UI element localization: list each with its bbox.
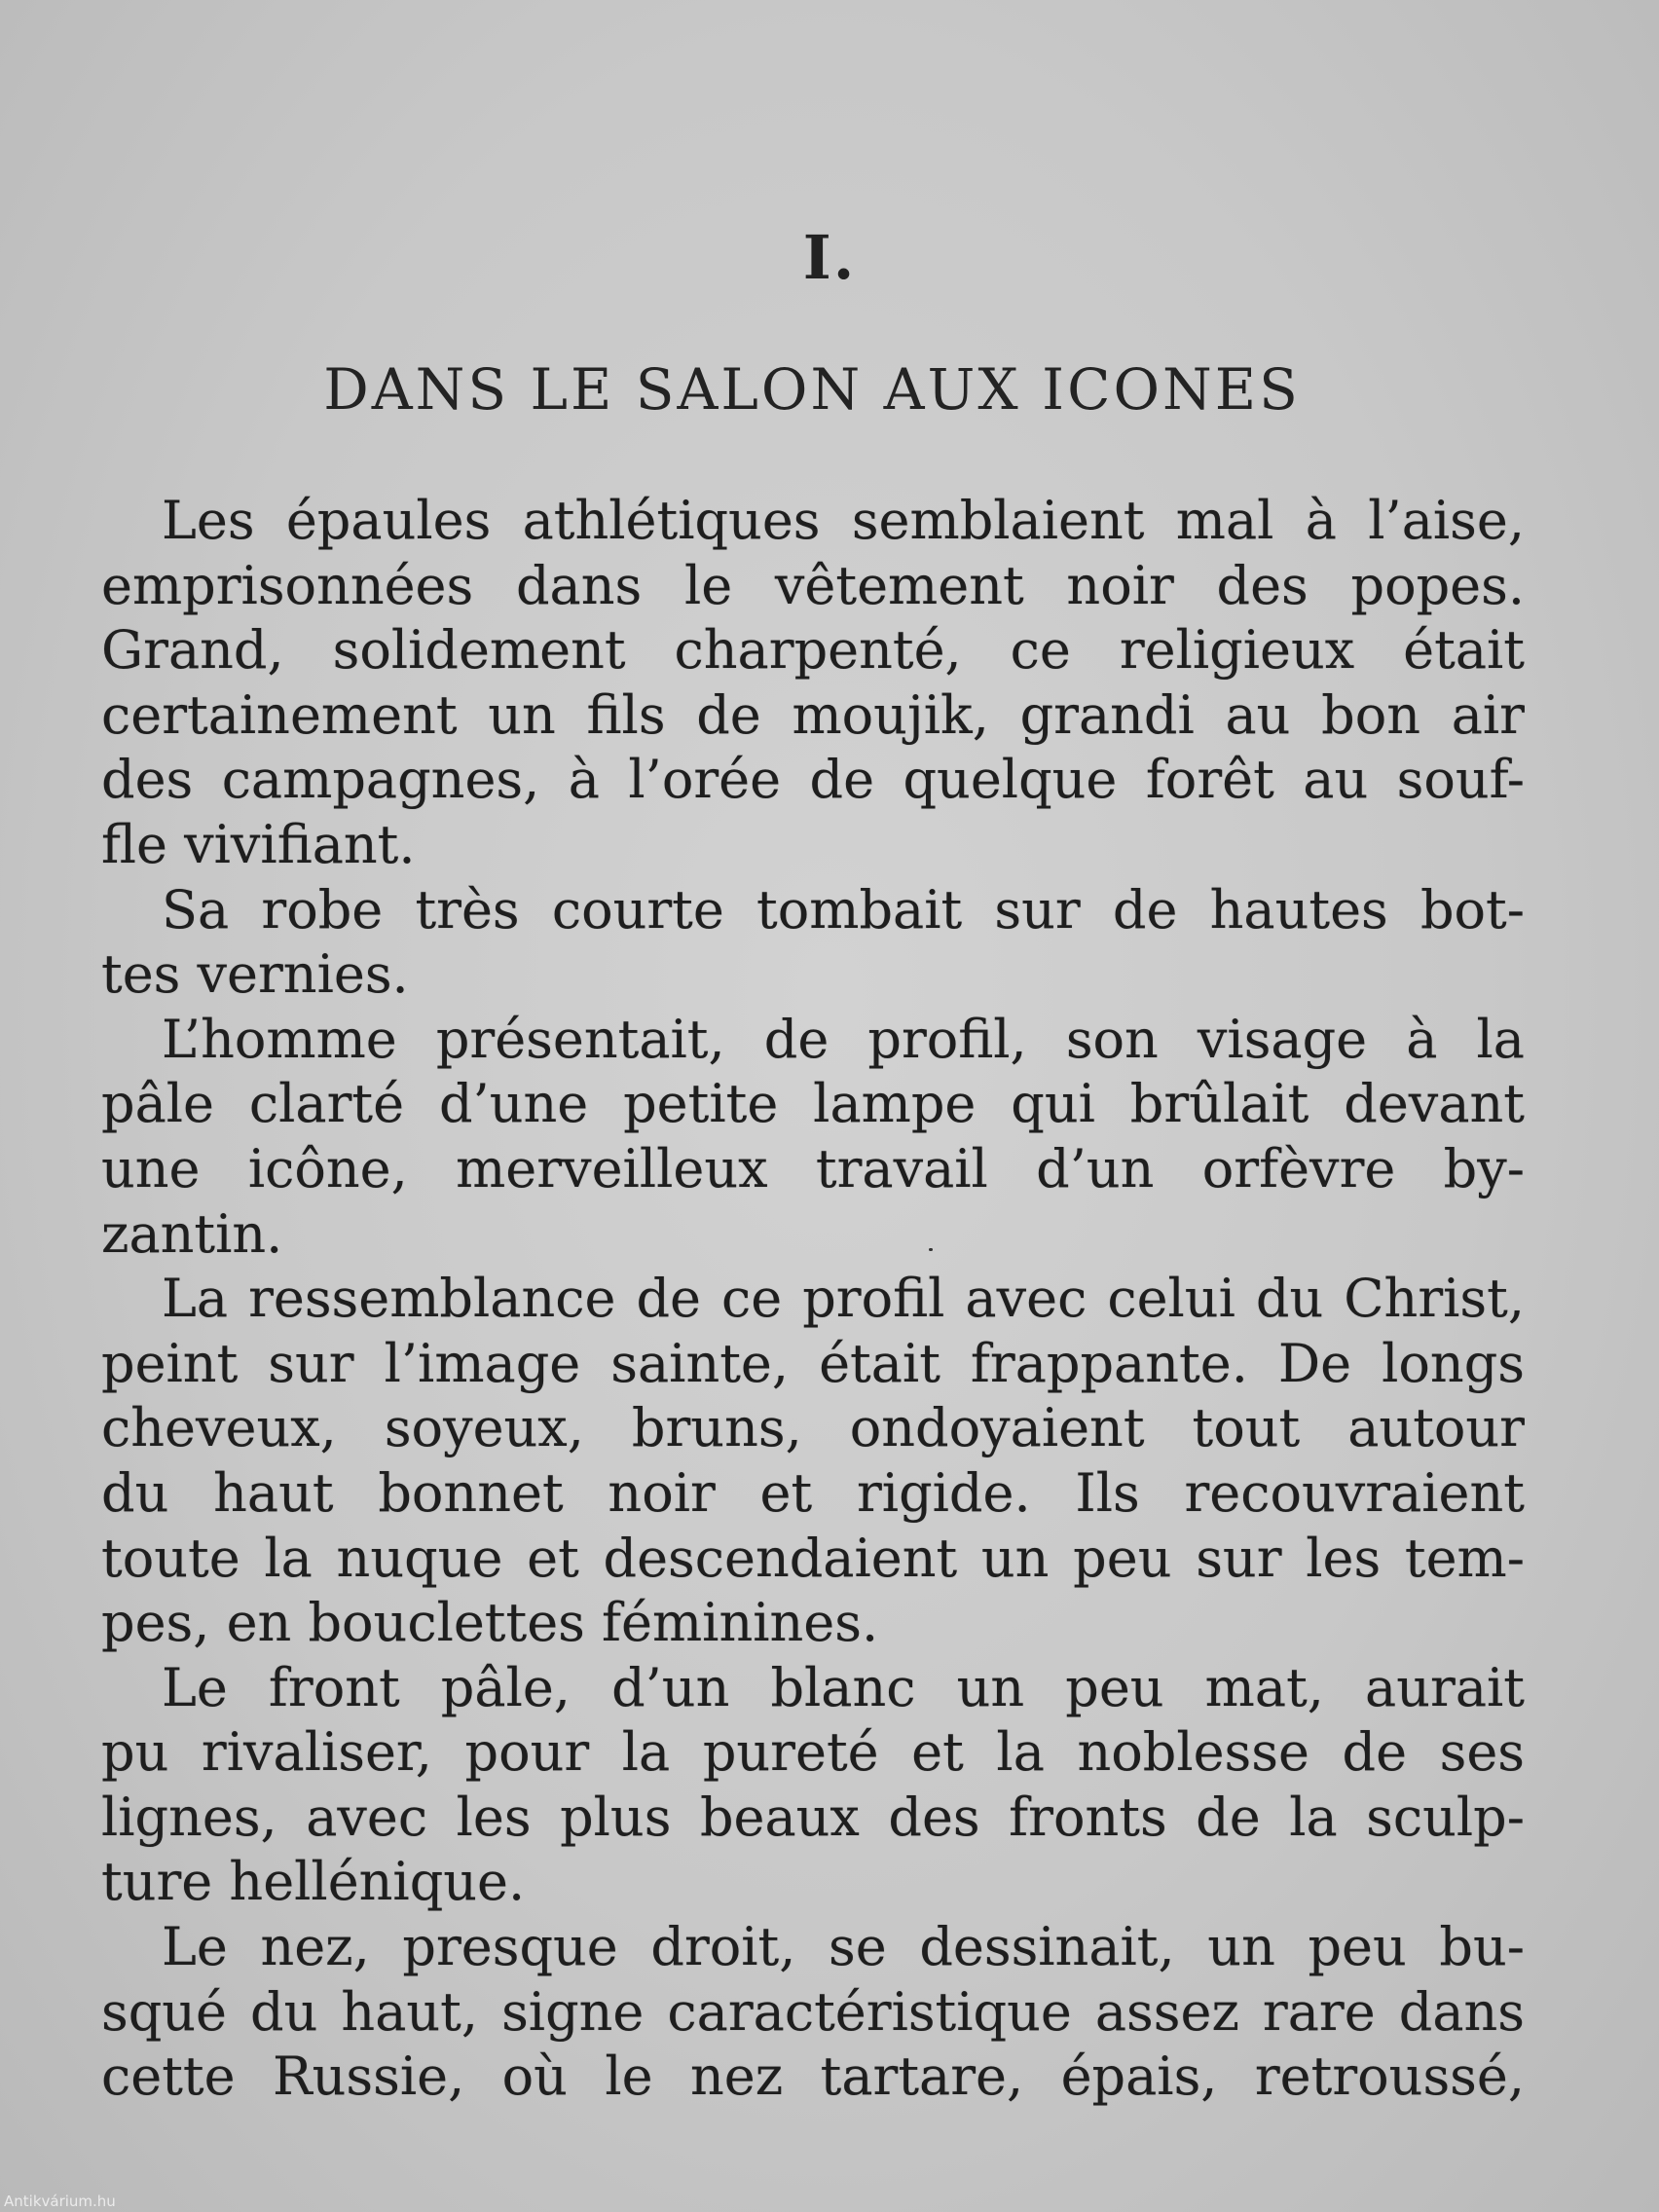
text-line: zantin. <box>101 1202 283 1265</box>
text-line: pâle clarté d’une petite lampe qui brûlait devant <box>101 1073 1525 1135</box>
text-line: Grand, solidement charpenté, ce religieux était <box>101 619 1525 682</box>
text-line: lignes, avec les plus beaux des fronts de la sculp- <box>101 1786 1525 1848</box>
text-line: peint sur l’image sainte, était frappante. De longs <box>101 1332 1525 1394</box>
text-line: cheveux, soyeux, bruns, ondoyaient tout autour <box>101 1397 1525 1459</box>
text-line: une icône, merveilleux travail d’un orfèvre by- <box>101 1137 1525 1199</box>
text-line: Les épaules athlétiques semblaient mal à l’aise, <box>162 490 1525 551</box>
text-line: Le front pâle, d’un blanc un peu mat, aurait <box>162 1656 1525 1718</box>
text-line: L’homme présentait, de profil, son visage à la <box>162 1008 1525 1070</box>
text-line: emprisonnées dans le vêtement noir des popes. <box>101 554 1525 616</box>
text-line: certainement un fils de moujik, grandi au bon air <box>101 683 1525 746</box>
text-line: La ressemblance de ce profil avec celui du Christ, <box>162 1268 1525 1330</box>
text-line: pu rivaliser, pour la pureté et la noblesse de ses <box>101 1721 1525 1784</box>
text-line: Sa robe très courte tombait sur de hautes bot- <box>162 878 1525 940</box>
text-line: pes, en bouclettes féminines. <box>101 1592 879 1654</box>
chapter-number: I. <box>802 222 857 293</box>
ink-speck <box>929 1248 933 1251</box>
body-text <box>101 489 1525 2110</box>
text-line: Le nez, presque droit, se dessinait, un peu bu- <box>162 1916 1525 1978</box>
text-line: ture hellénique. <box>101 1851 526 1913</box>
text-line: cette Russie, où le nez tartare, épais, retroussé, <box>101 2046 1525 2108</box>
watermark: Antikvárium.hu <box>4 2193 116 2210</box>
text-line: tes vernies. <box>101 943 409 1006</box>
chapter-title: DANS LE SALON AUX ICONES <box>323 356 1301 423</box>
text-line: squé du haut, signe caractéristique assez rare dans <box>101 1980 1525 2043</box>
text-line: des campagnes, à l’orée de quelque forêt au souf- <box>101 749 1525 811</box>
text-line: du haut bonnet noir et rigide. Ils recouvraient <box>101 1461 1525 1524</box>
text-line: toute la nuque et descendaient un peu sur les tem- <box>101 1527 1525 1589</box>
text-line: fle vivifiant. <box>101 813 416 875</box>
